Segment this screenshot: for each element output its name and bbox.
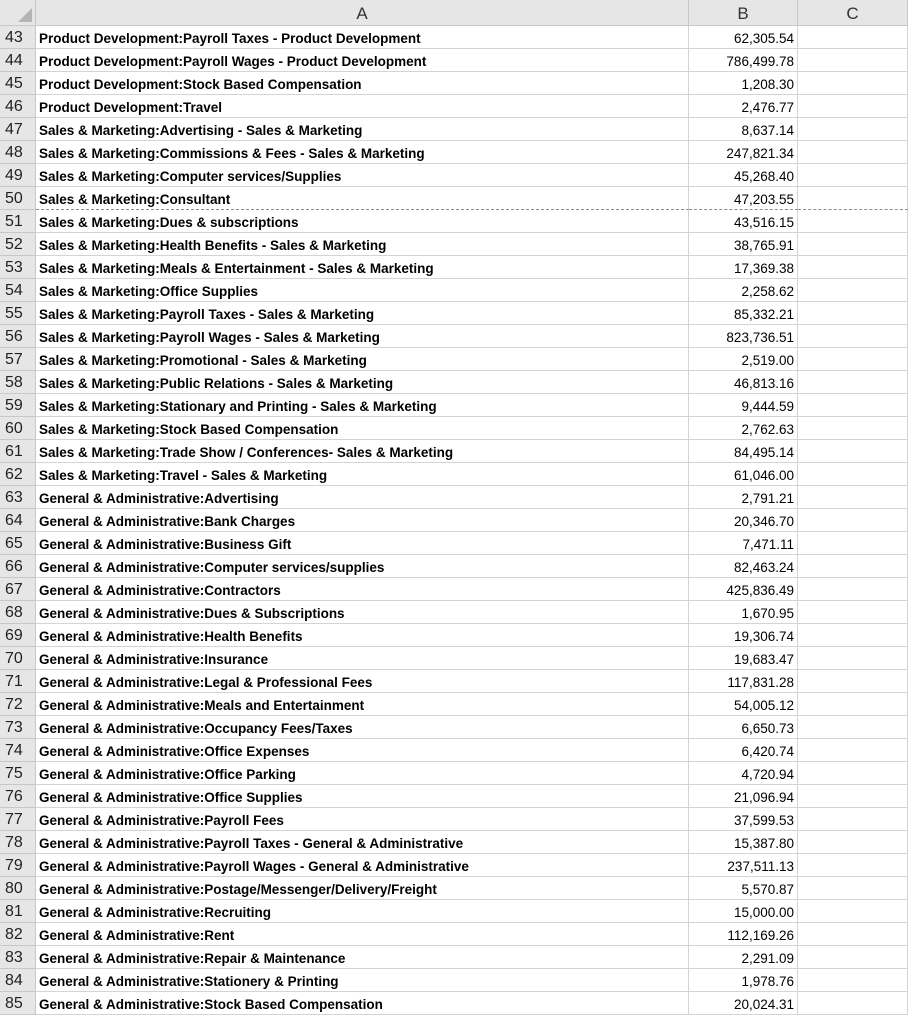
- cell-c[interactable]: [798, 210, 908, 233]
- cell-c[interactable]: [798, 831, 908, 854]
- row-header[interactable]: 84: [0, 969, 36, 992]
- cell-a[interactable]: Sales & Marketing:Trade Show / Conferences- Sales & Marketing: [36, 440, 689, 463]
- cell-c[interactable]: [798, 785, 908, 808]
- row-header[interactable]: 82: [0, 923, 36, 946]
- row-header[interactable]: 61: [0, 440, 36, 463]
- row-header[interactable]: 65: [0, 532, 36, 555]
- row-header[interactable]: 73: [0, 716, 36, 739]
- row-header[interactable]: 71: [0, 670, 36, 693]
- cell-c[interactable]: [798, 164, 908, 187]
- cell-c[interactable]: [798, 854, 908, 877]
- row-header[interactable]: 47: [0, 118, 36, 141]
- row-header[interactable]: 45: [0, 72, 36, 95]
- cell-a[interactable]: General & Administrative:Office Parking: [36, 762, 689, 785]
- cell-b[interactable]: 8,637.14: [689, 118, 798, 141]
- cell-a[interactable]: Product Development:Stock Based Compensation: [36, 72, 689, 95]
- cell-a[interactable]: Sales & Marketing:Consultant: [36, 187, 689, 210]
- table-row: [0, 624, 908, 647]
- cell-c[interactable]: [798, 578, 908, 601]
- cell-a[interactable]: General & Administrative:Bank Charges: [36, 509, 689, 532]
- cell-a[interactable]: General & Administrative:Payroll Wages - General & Administrative: [36, 854, 689, 877]
- row-header[interactable]: 83: [0, 946, 36, 969]
- cell-c[interactable]: [798, 233, 908, 256]
- table-row: [0, 739, 908, 762]
- cell-c[interactable]: [798, 256, 908, 279]
- cell-c[interactable]: [798, 946, 908, 969]
- cell-a[interactable]: General & Administrative:Computer services/supplies: [36, 555, 689, 578]
- cell-c[interactable]: [798, 532, 908, 555]
- row-header[interactable]: 43: [0, 26, 36, 49]
- table-row: [0, 831, 908, 854]
- cell-c[interactable]: [798, 923, 908, 946]
- cell-a[interactable]: Sales & Marketing:Health Benefits - Sales & Marketing: [36, 233, 689, 256]
- table-row: [0, 808, 908, 831]
- cell-c[interactable]: [798, 325, 908, 348]
- cell-b[interactable]: 21,096.94: [689, 785, 798, 808]
- cell-b[interactable]: 5,570.87: [689, 877, 798, 900]
- table-row: [0, 187, 908, 210]
- cell-b[interactable]: 19,306.74: [689, 624, 798, 647]
- cell-a[interactable]: Sales & Marketing:Stationary and Printing - Sales & Marketing: [36, 394, 689, 417]
- cell-b[interactable]: 1,670.95: [689, 601, 798, 624]
- table-row: [0, 256, 908, 279]
- row-header[interactable]: 66: [0, 555, 36, 578]
- row-header[interactable]: 85: [0, 992, 36, 1015]
- cell-b[interactable]: 20,346.70: [689, 509, 798, 532]
- table-row: [0, 463, 908, 486]
- cell-a[interactable]: General & Administrative:Stock Based Compensation: [36, 992, 689, 1015]
- cell-c[interactable]: [798, 371, 908, 394]
- cell-a[interactable]: General & Administrative:Office Expenses: [36, 739, 689, 762]
- table-row: [0, 532, 908, 555]
- cell-b[interactable]: 6,650.73: [689, 716, 798, 739]
- row-header[interactable]: 74: [0, 739, 36, 762]
- row-header[interactable]: 76: [0, 785, 36, 808]
- table-row: [0, 509, 908, 532]
- table-row: [0, 371, 908, 394]
- column-header-c[interactable]: C: [798, 0, 908, 26]
- table-row: [0, 762, 908, 785]
- cell-b[interactable]: 20,024.31: [689, 992, 798, 1015]
- cell-b[interactable]: 84,495.14: [689, 440, 798, 463]
- table-row: [0, 854, 908, 877]
- cell-a[interactable]: Sales & Marketing:Payroll Wages - Sales & Marketing: [36, 325, 689, 348]
- cell-b[interactable]: 46,813.16: [689, 371, 798, 394]
- cell-b[interactable]: 2,791.21: [689, 486, 798, 509]
- table-row: [0, 210, 908, 233]
- cell-c[interactable]: [798, 348, 908, 371]
- cell-c[interactable]: [798, 509, 908, 532]
- table-row: [0, 578, 908, 601]
- cell-b[interactable]: 1,978.76: [689, 969, 798, 992]
- cell-b[interactable]: 1,208.30: [689, 72, 798, 95]
- table-row: [0, 325, 908, 348]
- table-row: [0, 969, 908, 992]
- table-row: [0, 923, 908, 946]
- table-row: [0, 348, 908, 371]
- cell-c[interactable]: [798, 417, 908, 440]
- cell-b[interactable]: 112,169.26: [689, 923, 798, 946]
- cell-b[interactable]: 2,258.62: [689, 279, 798, 302]
- cell-b[interactable]: 15,387.80: [689, 831, 798, 854]
- cell-a[interactable]: General & Administrative:Office Supplies: [36, 785, 689, 808]
- cell-a[interactable]: General & Administrative:Insurance: [36, 647, 689, 670]
- cell-b[interactable]: 2,762.63: [689, 417, 798, 440]
- row-header[interactable]: 53: [0, 256, 36, 279]
- table-row: [0, 26, 908, 49]
- table-row: [0, 670, 908, 693]
- row-header[interactable]: 54: [0, 279, 36, 302]
- cell-c[interactable]: [798, 992, 908, 1015]
- cell-a[interactable]: General & Administrative:Payroll Taxes - General & Administrative: [36, 831, 689, 854]
- cell-a[interactable]: General & Administrative:Stationery & Printing: [36, 969, 689, 992]
- cell-a[interactable]: Sales & Marketing:Promotional - Sales & Marketing: [36, 348, 689, 371]
- cell-b[interactable]: 17,369.38: [689, 256, 798, 279]
- row-header[interactable]: 44: [0, 49, 36, 72]
- table-row: [0, 785, 908, 808]
- cell-a[interactable]: Sales & Marketing:Commissions & Fees - Sales & Marketing: [36, 141, 689, 164]
- table-row: [0, 601, 908, 624]
- cell-a[interactable]: Sales & Marketing:Dues & subscriptions: [36, 210, 689, 233]
- cell-a[interactable]: Product Development:Payroll Wages - Product Development: [36, 49, 689, 72]
- cell-b[interactable]: 47,203.55: [689, 187, 798, 210]
- cell-c[interactable]: [798, 716, 908, 739]
- row-header[interactable]: 59: [0, 394, 36, 417]
- cell-b[interactable]: 85,332.21: [689, 302, 798, 325]
- cell-a[interactable]: Sales & Marketing:Meals & Entertainment - Sales & Marketing: [36, 256, 689, 279]
- row-header[interactable]: 78: [0, 831, 36, 854]
- row-header[interactable]: 79: [0, 854, 36, 877]
- table-row: [0, 946, 908, 969]
- cell-c[interactable]: [798, 969, 908, 992]
- table-row: [0, 417, 908, 440]
- table-row: [0, 716, 908, 739]
- cell-a[interactable]: General & Administrative:Rent: [36, 923, 689, 946]
- table-row: [0, 394, 908, 417]
- cell-c[interactable]: [798, 141, 908, 164]
- cell-b[interactable]: 19,683.47: [689, 647, 798, 670]
- cell-c[interactable]: [798, 49, 908, 72]
- row-header[interactable]: 68: [0, 601, 36, 624]
- cell-a[interactable]: Sales & Marketing:Computer services/Supplies: [36, 164, 689, 187]
- row-header[interactable]: 81: [0, 900, 36, 923]
- cell-b[interactable]: 9,444.59: [689, 394, 798, 417]
- cell-b[interactable]: 4,720.94: [689, 762, 798, 785]
- row-header[interactable]: 57: [0, 348, 36, 371]
- row-header[interactable]: 56: [0, 325, 36, 348]
- cell-c[interactable]: [798, 670, 908, 693]
- row-header[interactable]: 62: [0, 463, 36, 486]
- cell-b[interactable]: 45,268.40: [689, 164, 798, 187]
- cell-a[interactable]: Product Development:Payroll Taxes - Product Development: [36, 26, 689, 49]
- row-header[interactable]: 77: [0, 808, 36, 831]
- cell-a[interactable]: General & Administrative:Business Gift: [36, 532, 689, 555]
- cell-a[interactable]: Sales & Marketing:Office Supplies: [36, 279, 689, 302]
- cell-c[interactable]: [798, 118, 908, 141]
- cell-c[interactable]: [798, 279, 908, 302]
- table-row: [0, 992, 908, 1015]
- row-header[interactable]: 52: [0, 233, 36, 256]
- cell-c[interactable]: [798, 187, 908, 210]
- row-header[interactable]: 75: [0, 762, 36, 785]
- column-header-bar: [0, 0, 908, 26]
- table-row: [0, 486, 908, 509]
- cell-b[interactable]: 7,471.11: [689, 532, 798, 555]
- column-header-b[interactable]: B: [689, 0, 798, 26]
- cell-a[interactable]: General & Administrative:Contractors: [36, 578, 689, 601]
- cell-a[interactable]: Sales & Marketing:Public Relations - Sales & Marketing: [36, 371, 689, 394]
- cell-a[interactable]: General & Administrative:Meals and Entertainment: [36, 693, 689, 716]
- cell-a[interactable]: General & Administrative:Postage/Messenger/Delivery/Freight: [36, 877, 689, 900]
- cell-b[interactable]: 43,516.15: [689, 210, 798, 233]
- row-header[interactable]: 64: [0, 509, 36, 532]
- cell-c[interactable]: [798, 394, 908, 417]
- cell-b[interactable]: 54,005.12: [689, 693, 798, 716]
- cell-a[interactable]: General & Administrative:Legal & Professional Fees: [36, 670, 689, 693]
- cell-b[interactable]: 6,420.74: [689, 739, 798, 762]
- cell-a[interactable]: Sales & Marketing:Advertising - Sales & Marketing: [36, 118, 689, 141]
- cell-b[interactable]: 38,765.91: [689, 233, 798, 256]
- cell-c[interactable]: [798, 72, 908, 95]
- cell-a[interactable]: General & Administrative:Payroll Fees: [36, 808, 689, 831]
- row-header[interactable]: 67: [0, 578, 36, 601]
- cell-c[interactable]: [798, 624, 908, 647]
- cell-b[interactable]: 62,305.54: [689, 26, 798, 49]
- cell-b[interactable]: 117,831.28: [689, 670, 798, 693]
- table-row: [0, 141, 908, 164]
- row-header[interactable]: 48: [0, 141, 36, 164]
- cell-c[interactable]: [798, 762, 908, 785]
- select-all-corner[interactable]: [0, 0, 36, 26]
- cell-b[interactable]: 786,499.78: [689, 49, 798, 72]
- table-row: [0, 233, 908, 256]
- cell-c[interactable]: [798, 601, 908, 624]
- table-row: [0, 647, 908, 670]
- select-all-triangle-icon: [18, 8, 32, 22]
- table-row: [0, 49, 908, 72]
- row-header[interactable]: 69: [0, 624, 36, 647]
- cell-b[interactable]: 2,519.00: [689, 348, 798, 371]
- cell-a[interactable]: General & Administrative:Dues & Subscriptions: [36, 601, 689, 624]
- cell-a[interactable]: General & Administrative:Advertising: [36, 486, 689, 509]
- cell-b[interactable]: 425,836.49: [689, 578, 798, 601]
- cell-b[interactable]: 247,821.34: [689, 141, 798, 164]
- table-row: [0, 72, 908, 95]
- cell-b[interactable]: 823,736.51: [689, 325, 798, 348]
- row-header[interactable]: 80: [0, 877, 36, 900]
- table-row: [0, 118, 908, 141]
- cell-c[interactable]: [798, 95, 908, 118]
- cell-a[interactable]: General & Administrative:Recruiting: [36, 900, 689, 923]
- cell-a[interactable]: Sales & Marketing:Stock Based Compensation: [36, 417, 689, 440]
- cell-b[interactable]: 61,046.00: [689, 463, 798, 486]
- cell-b[interactable]: 15,000.00: [689, 900, 798, 923]
- table-row: [0, 900, 908, 923]
- cell-b[interactable]: 2,291.09: [689, 946, 798, 969]
- cell-c[interactable]: [798, 463, 908, 486]
- row-header[interactable]: 49: [0, 164, 36, 187]
- row-header[interactable]: 46: [0, 95, 36, 118]
- row-header[interactable]: 50: [0, 187, 36, 210]
- cell-c[interactable]: [798, 302, 908, 325]
- cell-a[interactable]: Sales & Marketing:Payroll Taxes - Sales & Marketing: [36, 302, 689, 325]
- cell-c[interactable]: [798, 693, 908, 716]
- table-row: [0, 164, 908, 187]
- row-header[interactable]: 72: [0, 693, 36, 716]
- cell-c[interactable]: [798, 739, 908, 762]
- row-header[interactable]: 58: [0, 371, 36, 394]
- cell-c[interactable]: [798, 486, 908, 509]
- cell-c[interactable]: [798, 808, 908, 831]
- row-header[interactable]: 60: [0, 417, 36, 440]
- row-header[interactable]: 70: [0, 647, 36, 670]
- cell-c[interactable]: [798, 555, 908, 578]
- cell-a[interactable]: General & Administrative:Health Benefits: [36, 624, 689, 647]
- row-header[interactable]: 63: [0, 486, 36, 509]
- cell-c[interactable]: [798, 26, 908, 49]
- cell-b[interactable]: 2,476.77: [689, 95, 798, 118]
- table-row: [0, 555, 908, 578]
- cell-c[interactable]: [798, 877, 908, 900]
- table-row: [0, 877, 908, 900]
- table-row: [0, 302, 908, 325]
- table-row: [0, 95, 908, 118]
- cell-a[interactable]: Product Development:Travel: [36, 95, 689, 118]
- table-row: [0, 440, 908, 463]
- cell-b[interactable]: 37,599.53: [689, 808, 798, 831]
- cell-a[interactable]: Sales & Marketing:Travel - Sales & Marketing: [36, 463, 689, 486]
- row-header[interactable]: 51: [0, 210, 36, 233]
- table-row: [0, 279, 908, 302]
- row-header[interactable]: 55: [0, 302, 36, 325]
- column-header-a[interactable]: A: [36, 0, 689, 26]
- cell-a[interactable]: General & Administrative:Occupancy Fees/Taxes: [36, 716, 689, 739]
- cell-c[interactable]: [798, 900, 908, 923]
- table-row: [0, 693, 908, 716]
- cell-b[interactable]: 82,463.24: [689, 555, 798, 578]
- cell-c[interactable]: [798, 647, 908, 670]
- cell-b[interactable]: 237,511.13: [689, 854, 798, 877]
- cell-c[interactable]: [798, 440, 908, 463]
- cell-a[interactable]: General & Administrative:Repair & Maintenance: [36, 946, 689, 969]
